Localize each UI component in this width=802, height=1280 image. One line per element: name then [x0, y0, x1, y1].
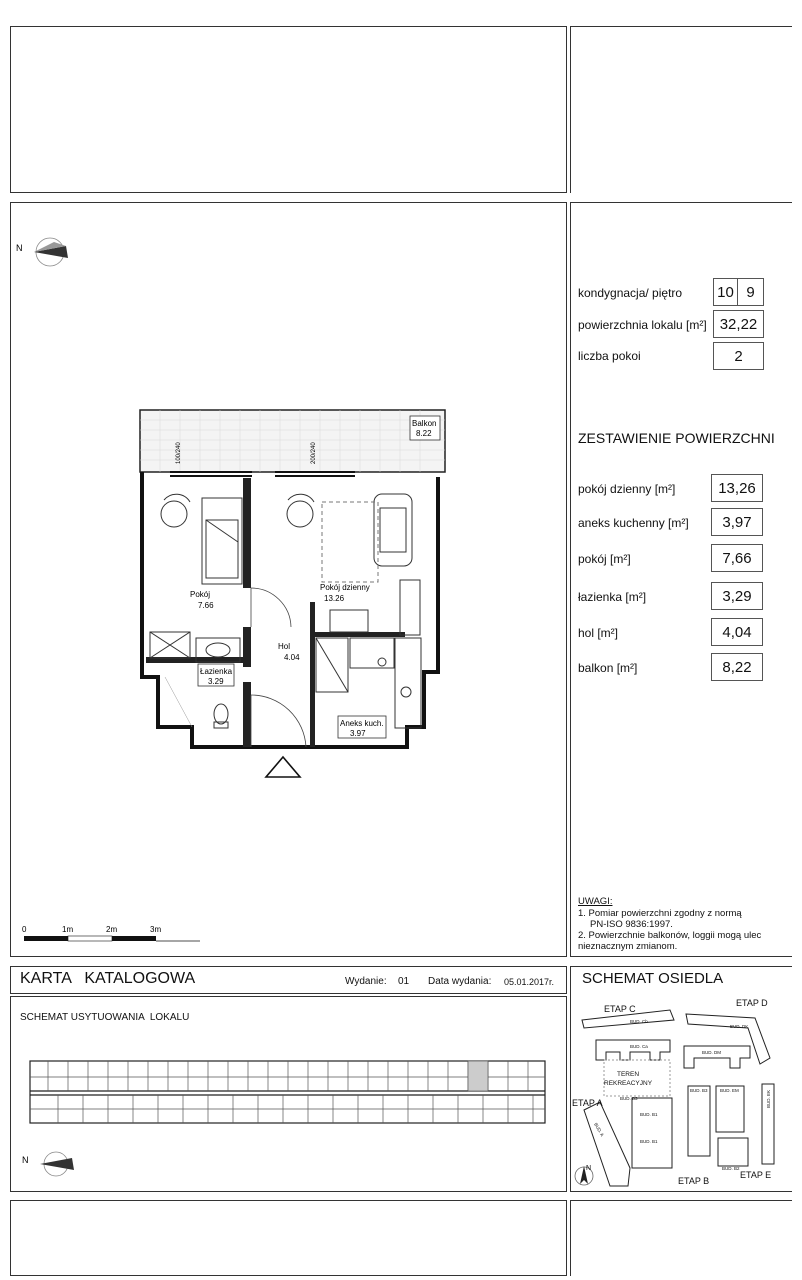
building-label-b3: BUD. B3: [690, 1088, 708, 1093]
interior-walls: [146, 478, 405, 747]
notes-line-4: nieznacznym zmianom.: [578, 941, 678, 952]
notes-line-2: PN-ISO 9836:1997.: [590, 919, 673, 930]
estate-north-icon: [575, 1165, 593, 1185]
scale-tick-0: 0: [22, 925, 27, 934]
balcony-area: [140, 410, 445, 472]
window-label-1: 100/240: [176, 442, 182, 464]
room-label-hall: Hol: [278, 642, 291, 651]
summary-label-balcony: balkon [m²]: [578, 661, 638, 675]
armchair-bedroom: [161, 494, 190, 527]
scale-tick-2: 2m: [106, 925, 118, 934]
summary-value-room: 7,66: [711, 544, 763, 572]
building-label-cb: BUD. Cb: [630, 1019, 648, 1024]
rug: [322, 502, 378, 582]
building-label-dk: BUD. DK: [730, 1024, 749, 1029]
sofa: [374, 494, 412, 566]
room-area-kitchen: 3.97: [350, 729, 366, 738]
summary-value-balcony: 8,22: [711, 653, 763, 681]
building-label-b1-bottom: BUD. B1: [640, 1139, 658, 1144]
bed: [202, 498, 242, 584]
summary-label-bath: łazienka [m²]: [578, 590, 647, 604]
building-a: [584, 1102, 630, 1186]
apartment-highlight: [468, 1061, 488, 1091]
exterior-walls: [142, 472, 438, 747]
floor-value-1: 10: [713, 278, 738, 306]
date-label: Data wydania:: [428, 976, 492, 987]
location-north-label: N: [22, 1155, 29, 1165]
edition-label: Wydanie:: [345, 976, 387, 987]
summary-label-hall: hol [m²]: [578, 626, 619, 640]
notes-heading: UWAGI:: [578, 896, 613, 907]
summary-value-bath: 3,29: [711, 582, 763, 610]
summary-label-room: pokój [m²]: [578, 552, 631, 566]
room-label-kitchen: Aneks kuch.: [340, 719, 384, 728]
stage-label-a: ETAP A: [572, 1098, 603, 1108]
room-area-balcony: 8.22: [416, 429, 432, 438]
window-label-2: 200/240: [311, 442, 317, 464]
summary-heading: ZESTAWIENIE POWIERZCHNI: [578, 430, 775, 446]
edition-value: 01: [398, 976, 410, 987]
rooms-value: 2: [713, 342, 764, 370]
stage-label-e: ETAP E: [740, 1170, 772, 1180]
entrance-marker-icon: [266, 757, 300, 777]
rec-area-line-1: TEREN: [617, 1071, 640, 1078]
catalog-title: KARTA KATALOGOWA: [20, 970, 196, 987]
scale-tick-3: 3m: [150, 925, 162, 934]
entrance-door: [251, 695, 306, 747]
plan-north-label: N: [16, 243, 23, 253]
armchair-living: [287, 494, 314, 527]
scale-tick-1: 1m: [62, 925, 74, 934]
rec-area-line-2: REKREACYJNY: [604, 1080, 653, 1087]
location-north-icon: [18, 1146, 80, 1182]
room-area-living: 13.26: [324, 594, 345, 603]
date-value: 05.01.2017r.: [504, 977, 555, 987]
room-label-balcony: Balkon: [412, 419, 437, 428]
top-right-frame: [570, 26, 792, 193]
stage-label-b: ETAP B: [678, 1176, 710, 1186]
room-area-bedroom: 7.66: [198, 601, 214, 610]
room-label-bathroom: Łazienka: [200, 667, 233, 676]
building-label-em: BUD. EM: [720, 1088, 739, 1093]
building-label-b3-small: BUD. B3: [620, 1096, 638, 1101]
bottom-frame: [10, 1200, 567, 1276]
cabinet: [400, 580, 420, 635]
room-label-living: Pokój dzienny: [320, 583, 370, 592]
building-b1: [632, 1098, 672, 1168]
summary-value-living: 13,26: [711, 474, 763, 502]
stage-label-c: ETAP C: [604, 1004, 636, 1014]
estate-map: [570, 998, 792, 1192]
notes-line-1: 1. Pomiar powierzchni zgodny z normą: [578, 908, 742, 919]
kitchen-units: [316, 638, 421, 728]
building-label-b1-top: BUD. B1: [640, 1112, 658, 1117]
rooms-label: liczba pokoi: [578, 349, 641, 363]
area-value: 32,22: [713, 310, 764, 338]
floor-value-2: 9: [737, 278, 764, 306]
shower: [150, 632, 190, 658]
building-label-ek: BUD. EK: [766, 1089, 771, 1108]
building-label-dm: BUD. DM: [702, 1050, 721, 1055]
floor-plan: [10, 202, 567, 957]
area-label: powierzchnia lokalu [m²]: [578, 318, 707, 332]
building-label-a: BUD. A: [593, 1122, 605, 1138]
summary-label-kitchen: aneks kuchenny [m²]: [578, 516, 689, 530]
building-ca: [596, 1040, 670, 1060]
building-b2: [718, 1138, 748, 1166]
scale-bar: [22, 925, 200, 941]
building-label-b2: BUD. B2: [722, 1166, 740, 1171]
dining-table: [330, 610, 368, 632]
location-heading: SCHEMAT USYTUOWANIA LOKALU: [20, 1012, 190, 1023]
room-area-hall: 4.04: [284, 653, 300, 662]
bedroom-door: [251, 588, 291, 627]
estate-heading: SCHEMAT OSIEDLA: [582, 970, 724, 987]
recreation-area: [604, 1060, 670, 1096]
room-label-bedroom: Pokój: [190, 590, 211, 599]
summary-label-living: pokój dzienny [m²]: [578, 482, 676, 496]
room-area-bathroom: 3.29: [208, 677, 224, 686]
notes-line-3: 2. Powierzchnie balkonów, loggii mogą ulec: [578, 930, 762, 941]
location-schema: [28, 1055, 548, 1127]
summary-value-hall: 4,04: [711, 618, 763, 646]
bottom-right-frame: [570, 1200, 792, 1276]
building-label-ca: BUD. Ca: [630, 1044, 648, 1049]
top-left-frame: [10, 26, 567, 193]
north-arrow-icon: [16, 238, 68, 266]
summary-value-kitchen: 3,97: [711, 508, 763, 536]
stage-label-d: ETAP D: [736, 998, 768, 1008]
floor-label: kondygnacja/ piętro: [578, 286, 683, 300]
building-b3: [688, 1086, 710, 1156]
toilet: [214, 704, 228, 728]
estate-north-label: N: [586, 1165, 592, 1172]
